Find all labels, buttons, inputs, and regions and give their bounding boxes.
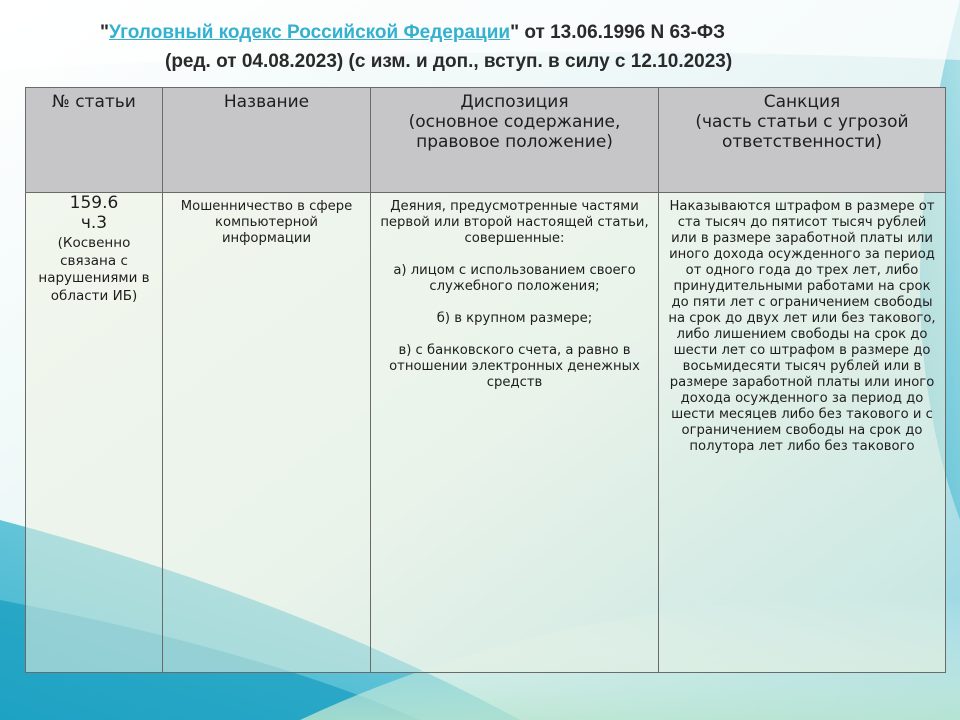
- cell-name: [163, 193, 371, 673]
- title-line-2: (ред. от 04.08.2023) (с изм. и доп., вступ. в силу с 12.10.2023): [165, 51, 733, 72]
- header-name: Название: [163, 88, 371, 193]
- criminal-code-link[interactable]: Уголовный кодекс Российской Федерации: [109, 22, 511, 43]
- article-number: 159.6: [69, 193, 119, 213]
- article-note: (Косвенно связана с нарушениями в области ИБ): [38, 235, 150, 304]
- title-law-number: " от 13.06.1996 N 63-ФЗ: [510, 22, 726, 43]
- article-name: Мошенничество в сфере компьютерной информации: [180, 199, 353, 246]
- header-article-number: № статьи: [26, 88, 163, 193]
- sanction-text: Наказываются штрафом в размере от ста тысяч до пятисот тысяч рублей или в размере заработной платы или иного дохода осужденного за период от одного года до трех лет, либо принудительными работами на срок до пяти лет с ограничением свободы на срок до двух лет или без такового, либо лишением свободы на срок до шести лет со штрафом в размере до восьмидесяти тысяч рублей или в размере заработной платы или иного дохода осужденного за период до шести месяцев либо без такового и с ограничением свободы на срок до полутора лет либо без такового: [668, 199, 936, 454]
- table-row: [26, 193, 946, 673]
- article-table: [25, 87, 946, 673]
- cell-sanction: [659, 193, 946, 673]
- title-line-1: [100, 22, 725, 44]
- title-quote-open: ": [100, 22, 110, 43]
- header-disposition: Диспозиция (основное содержание, правовое положение): [371, 88, 659, 193]
- disposition-intro: Деяния, предусмотренные частями первой или второй настоящей статьи, совершенные:: [380, 199, 649, 246]
- disposition-item-a: а) лицом с использованием своего служебного положения;: [393, 263, 636, 294]
- article-part: ч.3: [80, 213, 108, 233]
- table-header-row: [26, 88, 946, 193]
- cell-article-number: [26, 193, 163, 673]
- header-sanction: Санкция (часть статьи с угрозой ответственности): [659, 88, 946, 193]
- disposition-item-c: в) с банковского счета, а равно в отношении электронных денежных средств: [389, 343, 640, 390]
- disposition-item-b: б) в крупном размере;: [436, 311, 593, 326]
- cell-disposition: [371, 193, 659, 673]
